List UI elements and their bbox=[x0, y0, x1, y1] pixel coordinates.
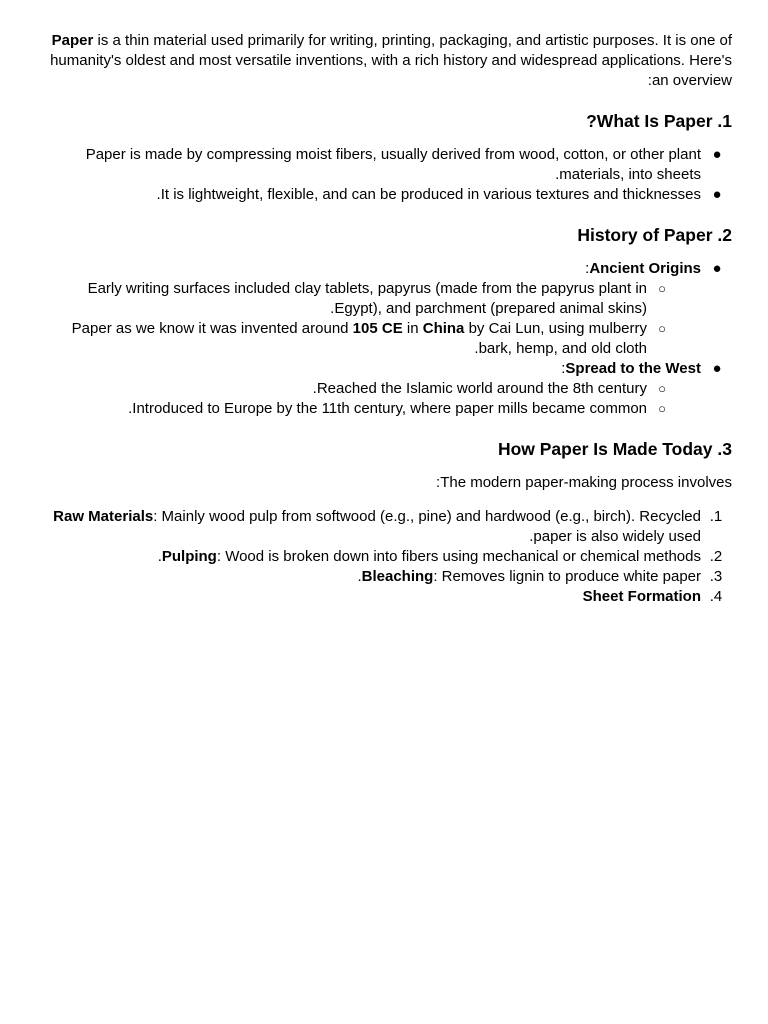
sub-list-item bbox=[36, 319, 701, 359]
ancient-origins-label: Ancient Origins bbox=[589, 260, 701, 277]
sub-item-text: Paper as we know it was invented around bbox=[71, 320, 353, 337]
sub-list-item bbox=[36, 279, 701, 319]
bullet-marker: ● bbox=[712, 186, 722, 203]
bullet-marker: ● bbox=[712, 260, 722, 277]
intro-text: is a thin material used primarily for writing, printing, packaging, and artistic purposes. It is one of humanity's oldest and most versatile inventions, with a rich history and widespread applications. Here's an overview: bbox=[50, 32, 732, 89]
process-step bbox=[36, 547, 732, 567]
step-number: 4. bbox=[709, 588, 723, 605]
label-colon: : bbox=[585, 260, 590, 277]
sub-item-text: in bbox=[402, 320, 423, 337]
spread-west-label: Spread to the West bbox=[565, 360, 701, 377]
section-heading-history: 2. History of Paper bbox=[577, 225, 732, 245]
label-colon: : bbox=[561, 360, 566, 377]
sub-list-item bbox=[36, 379, 701, 399]
list-item-text: It is lightweight, flexible, and can be produced in various textures and thicknesses. bbox=[156, 186, 701, 203]
sub-item-text: Reached the Islamic world around the 8th century. bbox=[312, 380, 647, 397]
step-label: Raw Materials bbox=[53, 508, 154, 525]
bullet-marker: ● bbox=[712, 146, 722, 163]
process-step bbox=[36, 567, 732, 587]
step-text: : Mainly wood pulp from softwood (e.g., pine) and hardwood (e.g., birch). Recycled paper is also widely used. bbox=[153, 508, 701, 545]
sub-list-item bbox=[36, 399, 701, 419]
list-item bbox=[36, 185, 732, 205]
what-is-paper-list bbox=[36, 145, 732, 205]
intro-term: Paper bbox=[51, 32, 94, 49]
list-item-ancient-origins bbox=[36, 259, 732, 359]
spread-west-sublist bbox=[36, 379, 701, 419]
sub-bullet-marker: ○ bbox=[658, 321, 666, 336]
step-label: Sheet Formation bbox=[582, 588, 701, 605]
step-text: : Wood is broken down into fibers using mechanical or chemical methods. bbox=[157, 548, 701, 565]
list-item-spread-west bbox=[36, 359, 732, 419]
section-heading-what-is-paper: 1. What Is Paper? bbox=[586, 111, 732, 131]
country-emphasis: China bbox=[422, 320, 465, 337]
sub-bullet-marker: ○ bbox=[658, 401, 666, 416]
made-today-lead: The modern paper-making process involves: bbox=[436, 474, 732, 491]
bullet-marker: ● bbox=[712, 360, 722, 377]
intro-paragraph bbox=[36, 31, 732, 91]
step-number: 2. bbox=[709, 548, 723, 565]
ancient-origins-sublist bbox=[36, 279, 701, 359]
process-step bbox=[36, 587, 732, 607]
sub-item-text: Introduced to Europe by the 11th century, where paper mills became common. bbox=[128, 400, 647, 417]
step-label: Bleaching bbox=[361, 568, 434, 585]
list-item bbox=[36, 145, 732, 185]
sub-item-text: Early writing surfaces included clay tablets, papyrus (made from the papyrus plant in Egypt), and parchment (prepared animal skins). bbox=[87, 280, 647, 317]
sub-item-text: by Cai Lun, using mulberry bark, hemp, and old cloth. bbox=[464, 320, 647, 357]
step-number: 3. bbox=[709, 568, 723, 585]
list-item-text: Paper is made by compressing moist fibers, usually derived from wood, cotton, or other plant materials, into sheets. bbox=[85, 146, 701, 183]
section-heading-made-today: 3. How Paper Is Made Today bbox=[497, 439, 732, 459]
step-text: : Removes lignin to produce white paper. bbox=[357, 568, 701, 585]
step-number: 1. bbox=[709, 508, 723, 525]
process-steps-list bbox=[36, 507, 732, 607]
sub-bullet-marker: ○ bbox=[658, 281, 666, 296]
year-emphasis: 105 CE bbox=[352, 320, 403, 337]
process-step bbox=[36, 507, 732, 547]
sub-bullet-marker: ○ bbox=[658, 381, 666, 396]
step-label: Pulping bbox=[161, 548, 217, 565]
history-list bbox=[36, 259, 732, 419]
